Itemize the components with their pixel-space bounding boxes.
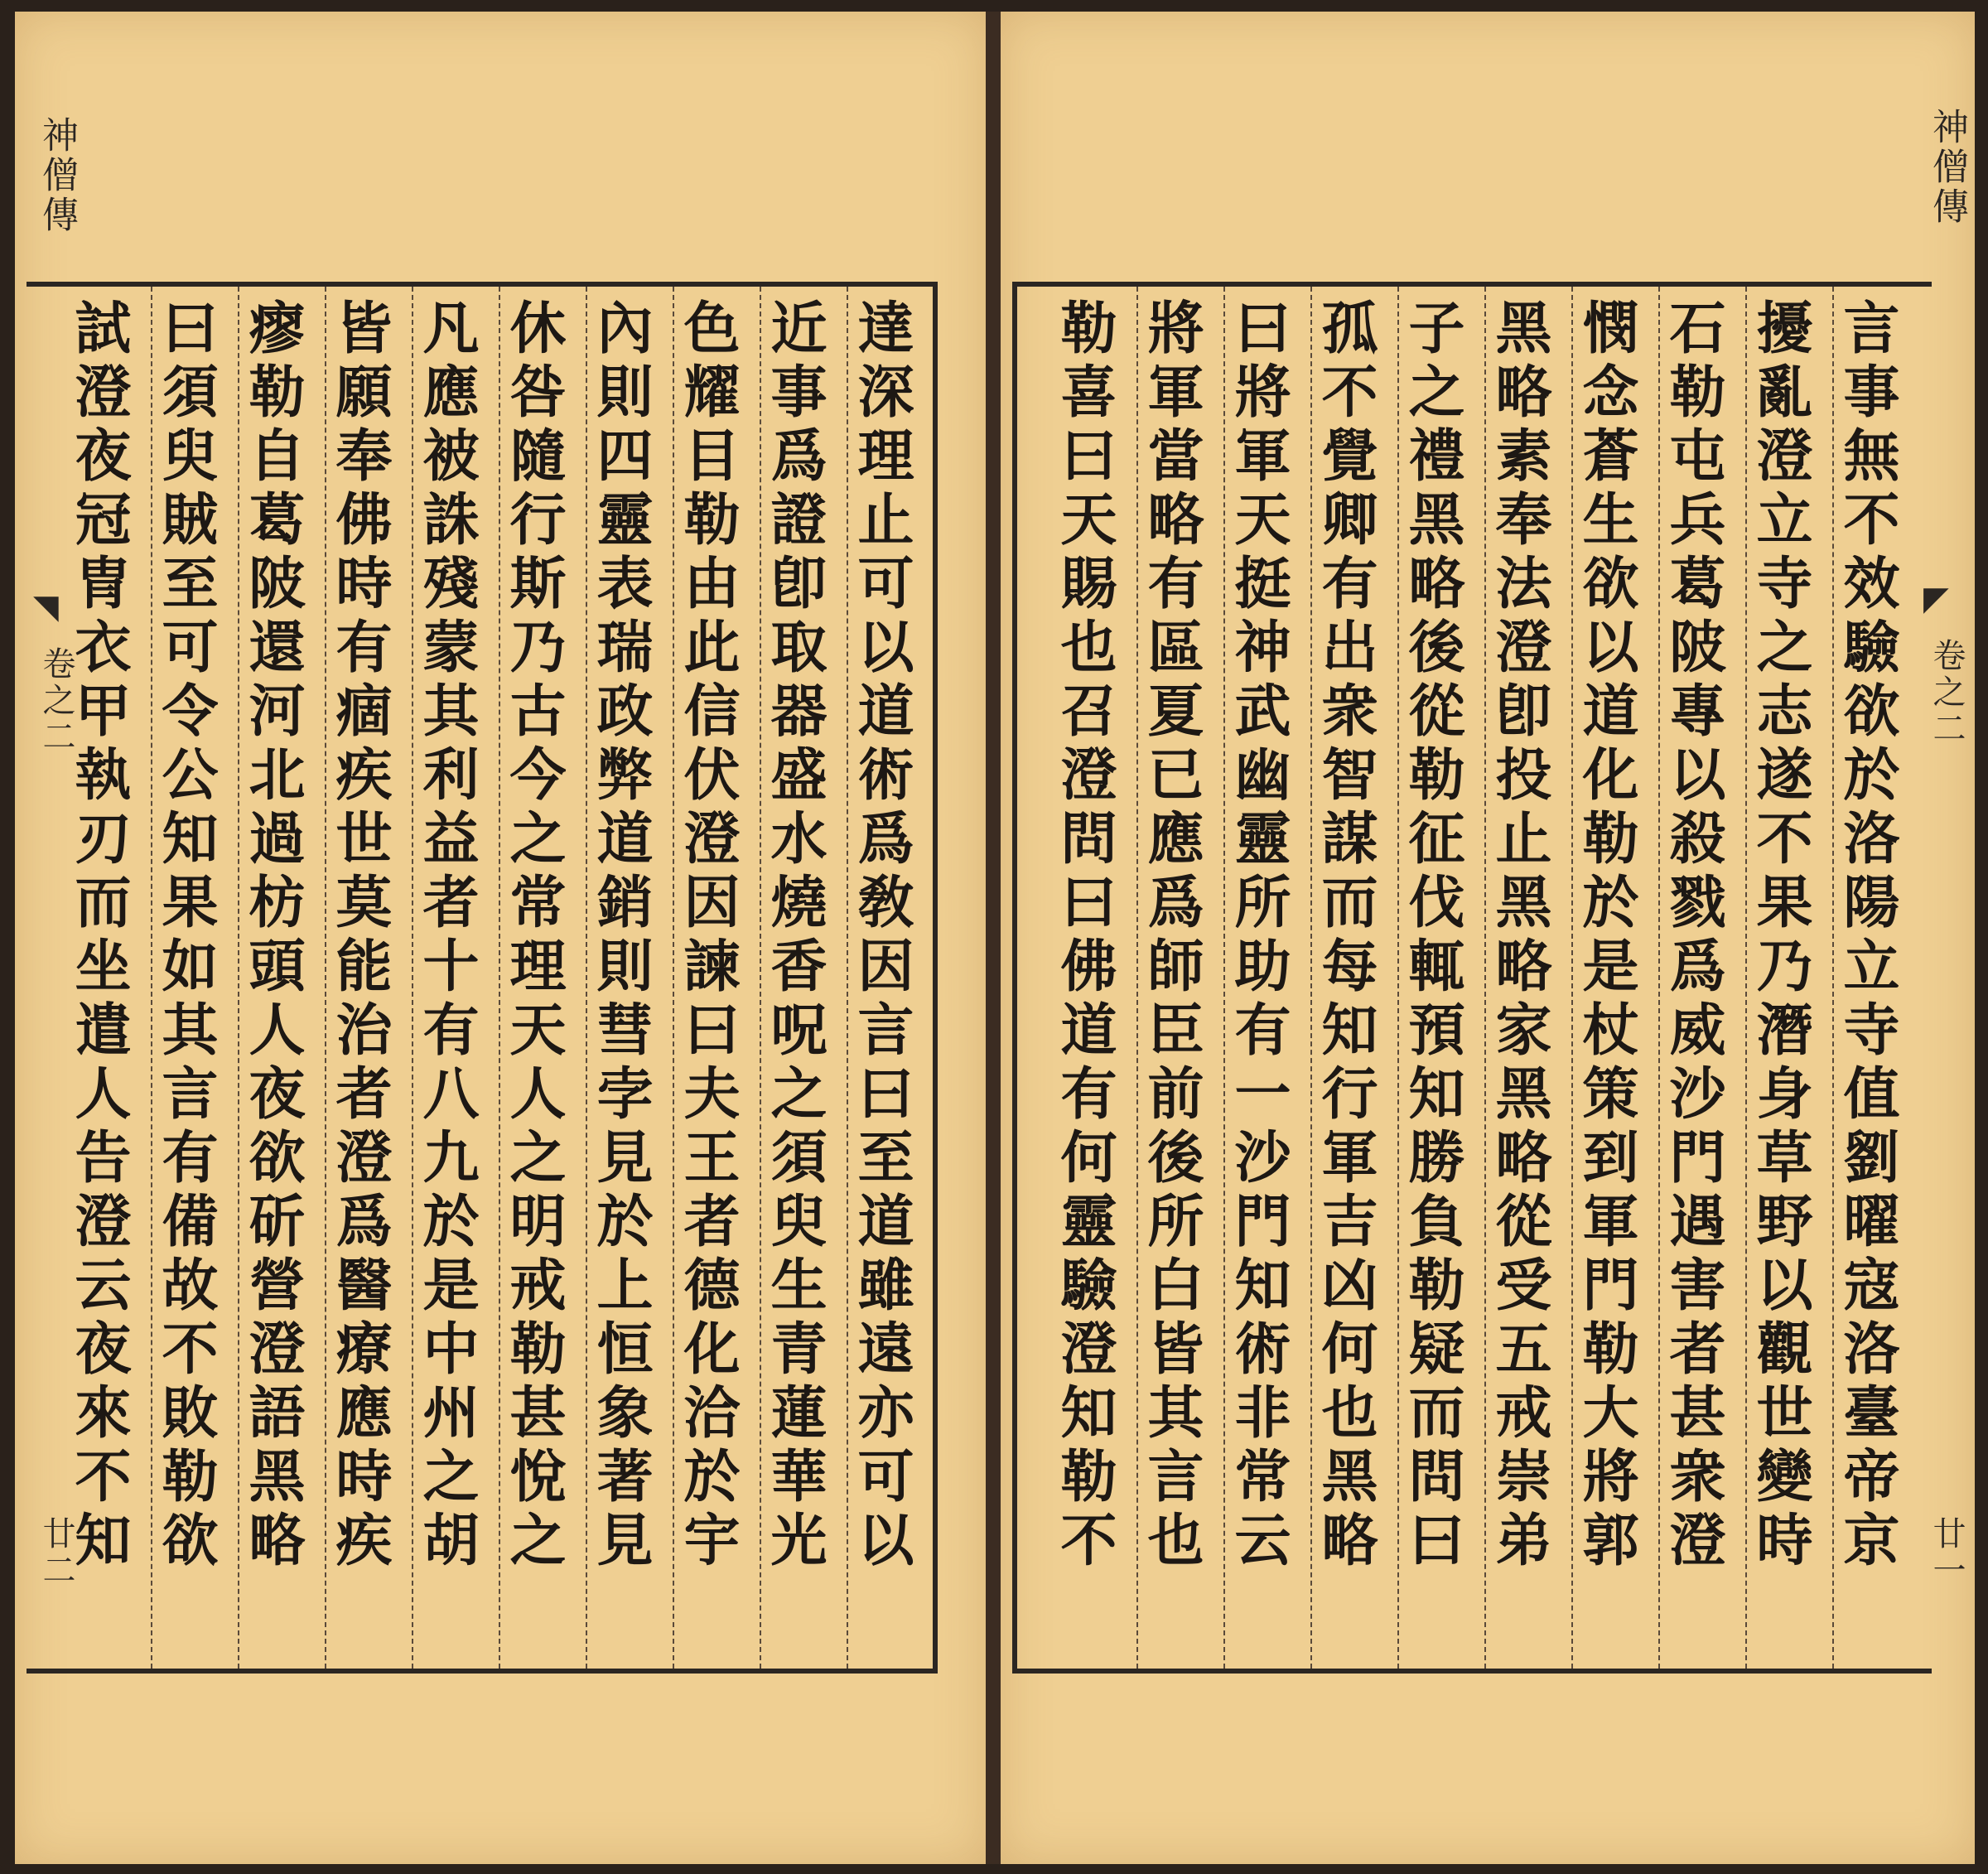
text-column: 曰將軍天挺神武幽靈所助有一沙門知術非常云 bbox=[1225, 298, 1291, 1574]
left-margin-page: 廿二 bbox=[37, 1516, 75, 1589]
right-margin-title: 神僧傳 bbox=[1926, 108, 1968, 227]
text-column: 休咎隨行斯乃古今之常理天人之明戒勒甚悅之 bbox=[500, 298, 567, 1574]
text-column: 瘳勒自葛陂還河北過枋頭人夜欲斫營澄語黑略 bbox=[239, 298, 306, 1574]
text-column: 言事無不效驗欲於洛陽立寺值劉曜寇洛臺帝京 bbox=[1834, 298, 1900, 1574]
text-column: 色耀目勒由此信伏澄因諫曰夫王者德化洽於宇 bbox=[674, 298, 741, 1574]
text-column: 試澄夜冠冑衣甲執刃而坐遣人告澄云夜來不知 bbox=[65, 298, 132, 1574]
text-column: 近事爲證卽取器盛水燒香呪之須臾生青蓮華光 bbox=[761, 298, 828, 1574]
text-column: 皆願奉佛時有痼疾世莫能治者澄爲醫療應時疾 bbox=[326, 298, 393, 1574]
book-gutter bbox=[986, 12, 1001, 1864]
text-column: 凡應被誅殘蒙其利益者十有八九於是中州之胡 bbox=[413, 298, 480, 1574]
right-margin-volume: 卷之二 bbox=[1928, 638, 1966, 747]
text-column: 勒喜曰天賜也召澄問曰佛道有何靈驗澄知勒不 bbox=[1051, 298, 1117, 1574]
fish-tail-mark: ◤ bbox=[1923, 580, 1949, 618]
text-column: 達深理止可以道術爲敎因言曰至道雖遠亦可以 bbox=[848, 298, 914, 1574]
fish-tail-mark: ◥ bbox=[33, 588, 59, 626]
text-column: 曰須臾賊至可令公知果如其言有備故不敗勒欲 bbox=[152, 298, 219, 1574]
text-column: 將軍當略有區夏已應爲師臣前後所白皆其言也 bbox=[1138, 298, 1204, 1574]
text-column: 憫念蒼生欲以道化勒於是杖策到軍門勒大將郭 bbox=[1573, 298, 1639, 1574]
text-column: 擾亂澄立寺之志遂不果乃潛身草野以觀世變時 bbox=[1747, 298, 1813, 1574]
right-margin-page: 廿一 bbox=[1928, 1516, 1966, 1589]
text-column: 石勒屯兵葛陂專以殺戮爲威沙門遇害者甚衆澄 bbox=[1660, 298, 1726, 1574]
left-margin-volume: 卷之二 bbox=[37, 646, 75, 756]
text-column: 孤不覺卿有出衆智謀而每知行軍吉凶何也黑略 bbox=[1312, 298, 1378, 1574]
left-margin-title: 神僧傳 bbox=[36, 116, 78, 235]
text-column: 子之禮黑略後從勒征伐輒預知勝負勒疑而問曰 bbox=[1399, 298, 1465, 1574]
text-column: 黑略素奉法澄卽投止黑略家黑略從受五戒崇弟 bbox=[1486, 298, 1552, 1574]
text-column: 內則四靈表瑞政弊道銷則彗孛見於上恒象著見 bbox=[587, 298, 654, 1574]
